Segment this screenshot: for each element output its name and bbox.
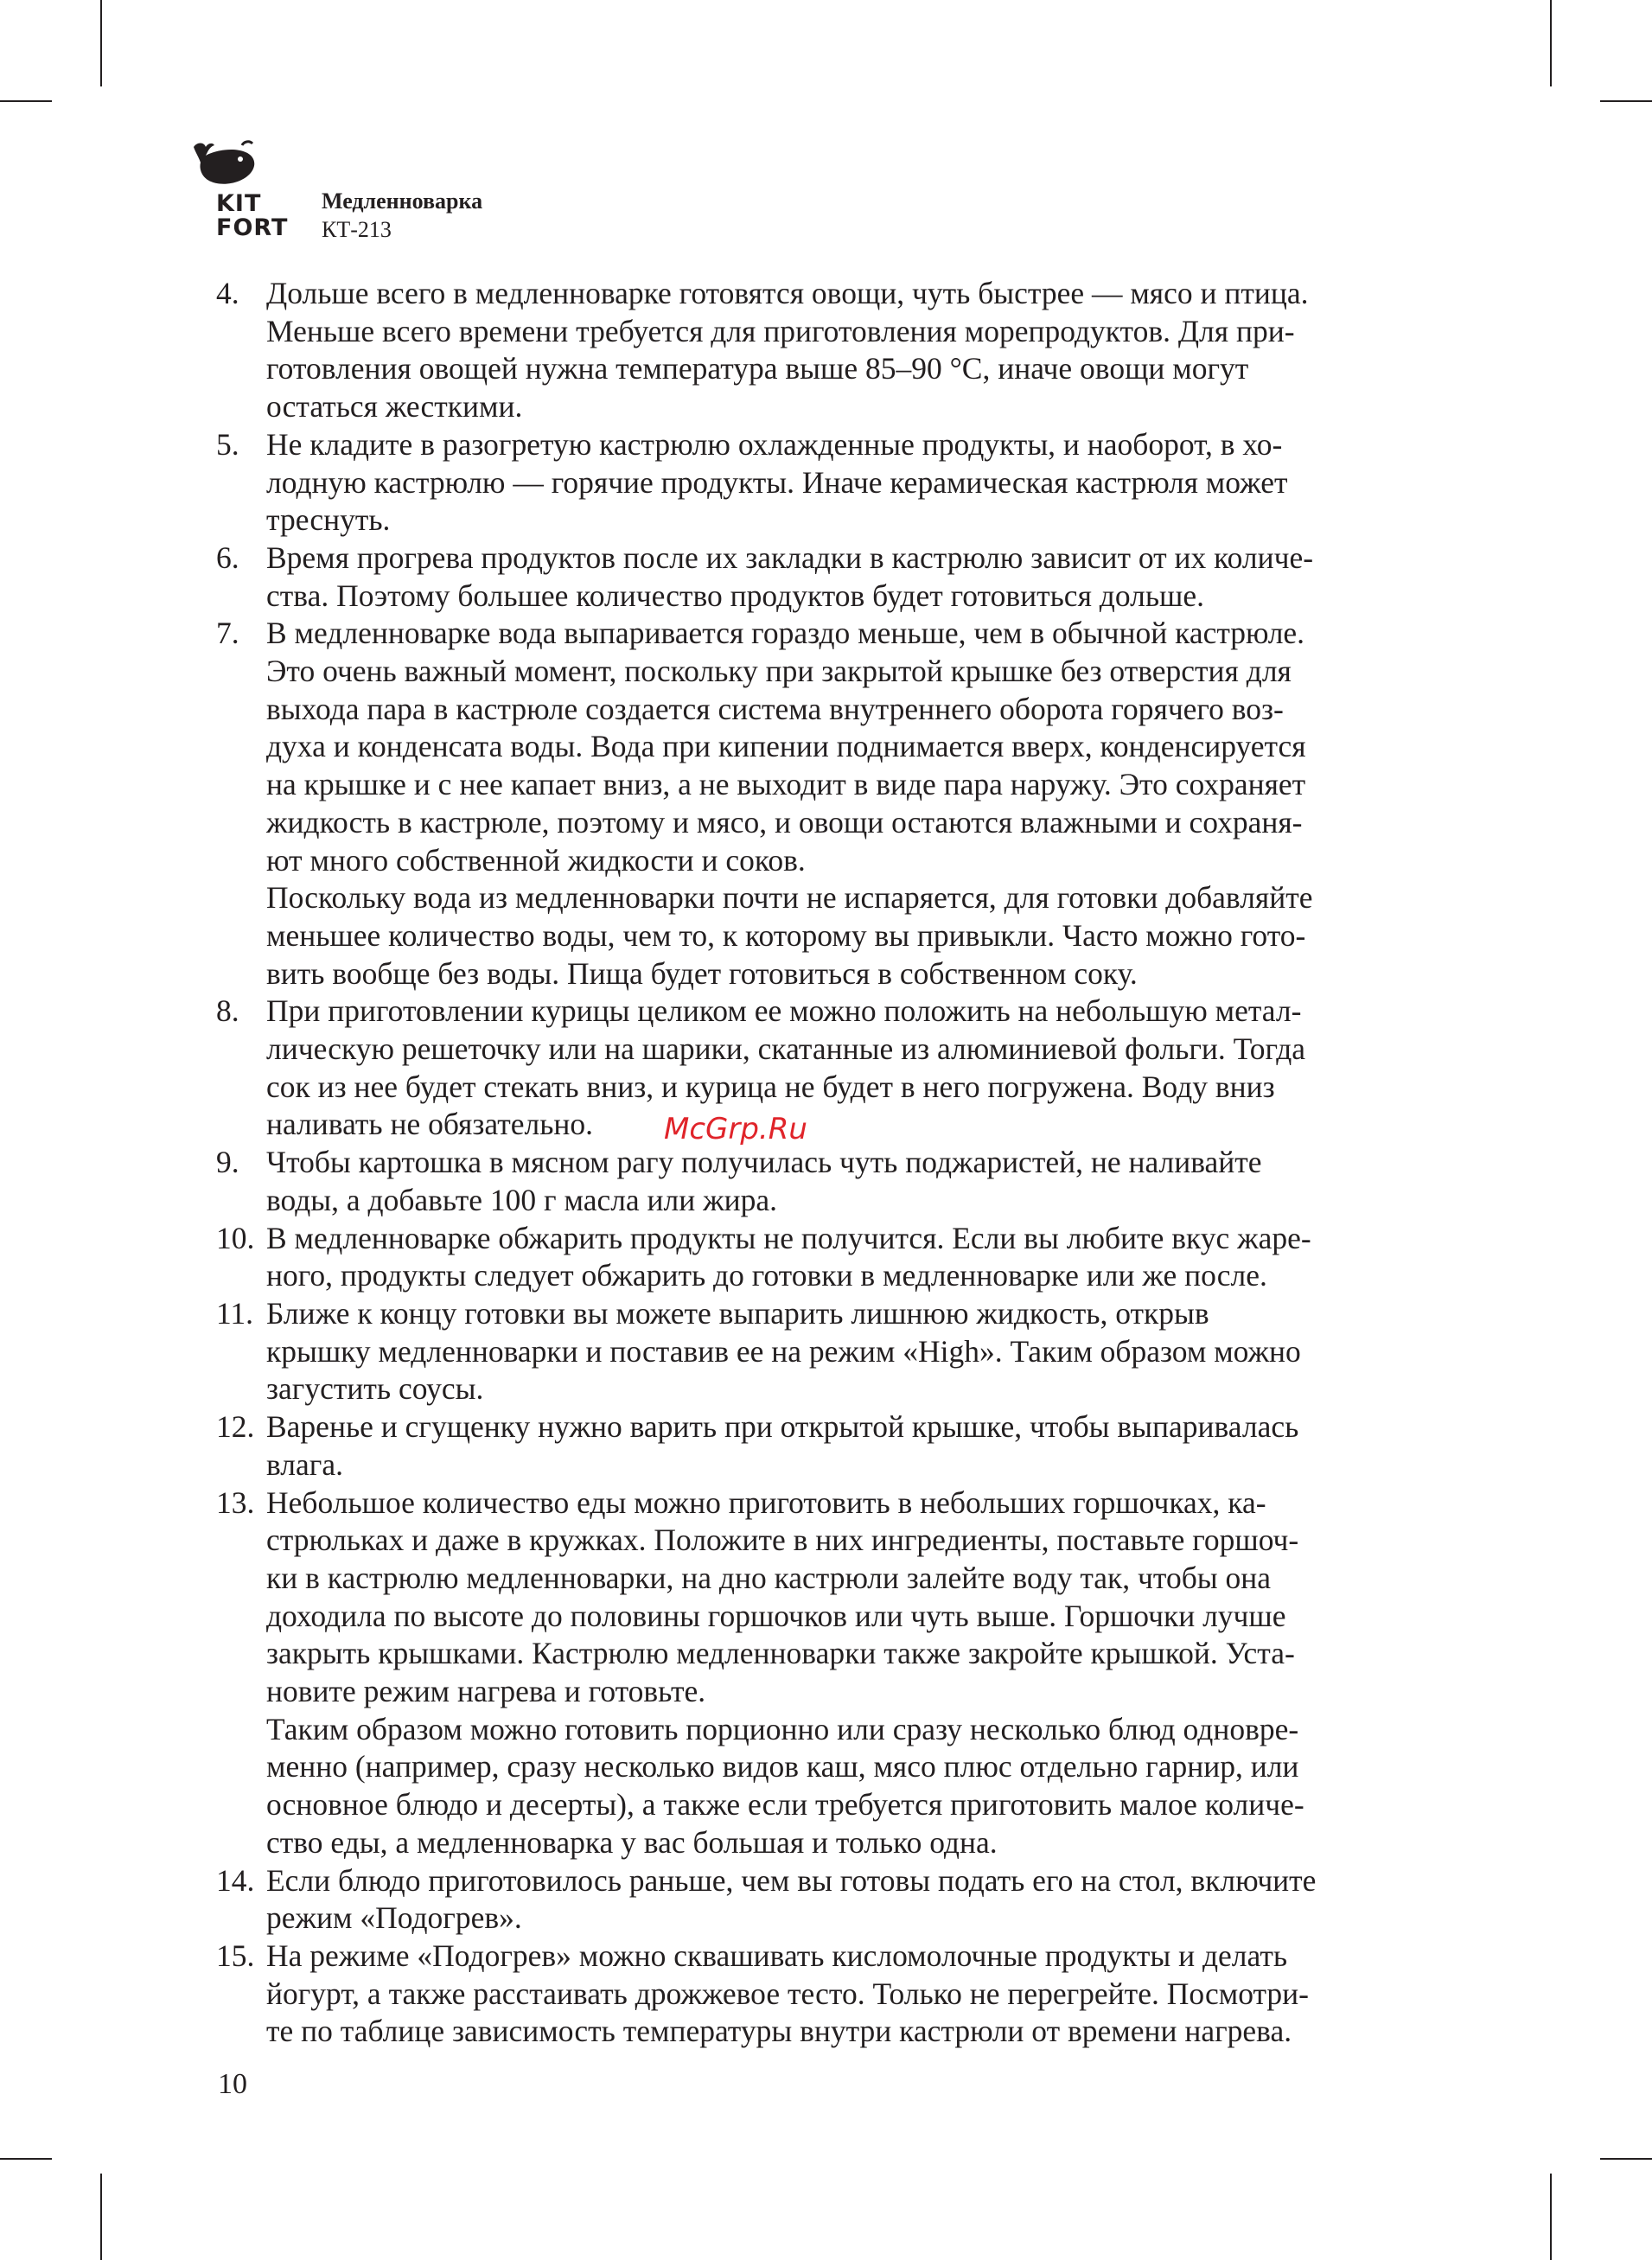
text-line: Поскольку вода из медленноварки почти не испаряется, для готовки добавляйте <box>266 880 1313 916</box>
text-line: остаться жесткими. <box>266 389 523 425</box>
list-item <box>216 426 1452 539</box>
text-line: Время прогрева продуктов после их закладки в кастрюлю зависит от их количе- <box>266 539 1314 575</box>
list-item-number: 4. <box>216 276 239 310</box>
text-line: вить вообще без воды. Пища будет готовиться в собственном соку. <box>266 955 1138 991</box>
text-line: В медленноварке обжарить продукты не получится. Если вы любите вкус жаре- <box>266 1220 1311 1255</box>
list-item-number: 11. <box>216 1295 254 1331</box>
text-line: на крышке и с нее капает вниз, а не выходит в виде пара наружу. Это сохраняет <box>266 767 1306 802</box>
text-line: влага. <box>266 1446 343 1482</box>
list-item <box>216 615 1452 993</box>
text-line: Дольше всего в медленноварке готовятся овощи, чуть быстрее — мясо и птица. <box>266 276 1309 310</box>
text-line: ного, продукты следует обжарить до готовки в медленноварке или же после. <box>266 1258 1267 1293</box>
text-line: В медленноварке вода выпаривается гораздо меньше, чем в обычной кастрюле. <box>266 616 1305 651</box>
crop-mark-top-right <box>1550 0 1552 86</box>
instruction-list <box>216 275 1452 2051</box>
text-line: Если блюдо приготовилось раньше, чем вы готовы подать его на стол, включите <box>266 1862 1317 1898</box>
list-item-number: 15. <box>216 1938 255 1973</box>
text-line: Небольшое количество еды можно приготовить в небольших горшочках, ка- <box>266 1484 1266 1520</box>
text-line: готовления овощей нужна температура выше 85–90 °С, иначе овощи могут <box>266 351 1249 386</box>
list-item-number: 9. <box>216 1145 239 1180</box>
list-item-text <box>266 1144 1452 1219</box>
text-line: воды, а добавьте 100 г масла или жира. <box>266 1182 778 1217</box>
text-line: наливать не обязательно. <box>266 1107 594 1142</box>
product-name: Медленноварка <box>322 188 483 214</box>
list-item <box>216 993 1452 1144</box>
text-line: меньшее количество воды, чем то, к которому вы привыкли. Часто можно гото- <box>266 917 1306 953</box>
text-line: Чтобы картошка в мясном рагу получилась чуть поджаристей, не наливайте <box>266 1145 1262 1180</box>
text-line: Не кладите в разогретую кастрюлю охлажденные продукты, и наоборот, в хо- <box>266 426 1283 462</box>
brand-logo-text <box>216 192 288 240</box>
list-item-number: 5. <box>216 426 239 462</box>
text-line: жидкость в кастрюле, поэтому и мясо, и овощи остаются влажными и сохраня- <box>266 804 1303 840</box>
crop-mark-right-bottom <box>1600 2158 1652 2160</box>
crop-mark-bottom-left <box>100 2174 102 2260</box>
text-line: основное блюдо и десерты), а также если требуется приготовить малое количе- <box>266 1787 1304 1823</box>
text-line: те по таблице зависимость температуры внутри кастрюли от времени нагрева. <box>266 2014 1292 2049</box>
list-item <box>216 1484 1452 1862</box>
text-line: Меньше всего времени требуется для приготовления морепродуктов. Для при- <box>266 313 1295 348</box>
text-line: выхода пара в кастрюле создается система внутреннего оборота горячего воз- <box>266 691 1284 726</box>
list-item <box>216 1220 1452 1295</box>
text-line: Варенье и сгущенку нужно варить при открытой крышке, чтобы выпаривалась <box>266 1409 1299 1445</box>
crop-mark-left-bottom <box>0 2158 52 2160</box>
text-line: ство еды, а медленноварка у вас большая и только одна. <box>266 1824 998 1860</box>
list-item <box>216 275 1452 426</box>
text-line: закрыть крышками. Кастрюлю медленноварки также закройте крышкой. Уста- <box>266 1636 1295 1671</box>
text-line: стрюльках и даже в кружках. Положите в них ингредиенты, поставьте горшоч- <box>266 1523 1299 1558</box>
text-line: крышку медленноварки и поставив ее на режим «High». Таким образом можно <box>266 1333 1301 1369</box>
text-line: На режиме «Подогрев» можно сквашивать кисломолочные продукты и делать <box>266 1938 1288 1973</box>
list-item-number: 13. <box>216 1484 255 1520</box>
crop-mark-left-top <box>0 100 52 102</box>
logo-line-fort: FORT <box>216 214 289 241</box>
text-line: При приготовлении курицы целиком ее можно положить на небольшую метал- <box>266 993 1302 1029</box>
text-line: Ближе к концу готовки вы можете выпарить лишнюю жидкость, открыв <box>266 1295 1209 1331</box>
list-item <box>216 1862 1452 1938</box>
crop-mark-top-left <box>100 0 102 86</box>
list-item-text <box>266 539 1452 615</box>
list-item-number: 6. <box>216 539 239 575</box>
crop-mark-bottom-right <box>1550 2174 1552 2260</box>
list-item-number: 8. <box>216 993 239 1029</box>
text-line: Таким образом можно готовить порционно или сразу несколько блюд одновре- <box>266 1711 1299 1746</box>
text-line: лодную кастрюлю — горячие продукты. Иначе керамическая кастрюля может <box>266 464 1288 500</box>
text-line: ют много собственной жидкости и соков. <box>266 842 806 878</box>
text-line: Это очень важный момент, поскольку при закрытой крышке без отверстия для <box>266 654 1292 689</box>
text-line: режим «Подогрев». <box>266 1900 522 1936</box>
text-line: новите режим нагрева и готовьте. <box>266 1674 706 1709</box>
text-line: загустить соусы. <box>266 1371 484 1407</box>
list-item <box>216 1295 1452 1408</box>
text-line: треснуть. <box>266 502 391 538</box>
text-line: лическую решеточку или на шарики, скатанные из алюминиевой фольги. Тогда <box>266 1031 1306 1067</box>
text-line: менно (например, сразу несколько видов каш, мясо плюс отдельно гарнир, или <box>266 1749 1299 1784</box>
list-item <box>216 539 1452 615</box>
page-number: 10 <box>218 2068 247 2100</box>
list-item-text <box>266 1408 1452 1484</box>
list-item-number: 7. <box>216 616 239 651</box>
list-item-text <box>266 1862 1452 1938</box>
text-line: духа и конденсата воды. Вода при кипении поднимается вверх, конденсируется <box>266 729 1306 764</box>
product-info <box>322 187 482 244</box>
list-item <box>216 1938 1452 2051</box>
product-model: КТ-213 <box>322 217 392 242</box>
list-item-number: 14. <box>216 1862 255 1898</box>
list-item-text <box>266 615 1452 993</box>
crop-mark-right-top <box>1600 100 1652 102</box>
list-item-text <box>266 1938 1452 2051</box>
whale-logo-icon <box>188 138 258 190</box>
list-item-text <box>266 1484 1452 1862</box>
watermark: McGrp.Ru <box>664 1112 807 1146</box>
list-item-number: 10. <box>216 1220 255 1255</box>
text-line: сок из нее будет стекать вниз, и курица не будет в него погружена. Воду вниз <box>266 1069 1275 1104</box>
text-line: ки в кастрюлю медленноварки, на дно кастрюли залейте воду так, чтобы она <box>266 1560 1272 1595</box>
page-header <box>188 138 707 242</box>
list-item-number: 12. <box>216 1409 255 1445</box>
list-item-text <box>266 1295 1452 1408</box>
text-line: йогурт, а также расстаивать дрожжевое тесто. Только не перегрейте. Посмотри- <box>266 1976 1309 2011</box>
list-item <box>216 1408 1452 1484</box>
text-line: ства. Поэтому большее количество продуктов будет готовиться дольше. <box>266 578 1204 613</box>
list-item-text <box>266 993 1452 1144</box>
list-item-text <box>266 426 1452 539</box>
list-item-text <box>266 275 1452 426</box>
list-item <box>216 1144 1452 1219</box>
text-line: доходила по высоте до половины горшочков или чуть выше. Горшочки лучше <box>266 1598 1286 1633</box>
logo-line-kit: KIT <box>216 190 262 217</box>
list-item-text <box>266 1220 1452 1295</box>
